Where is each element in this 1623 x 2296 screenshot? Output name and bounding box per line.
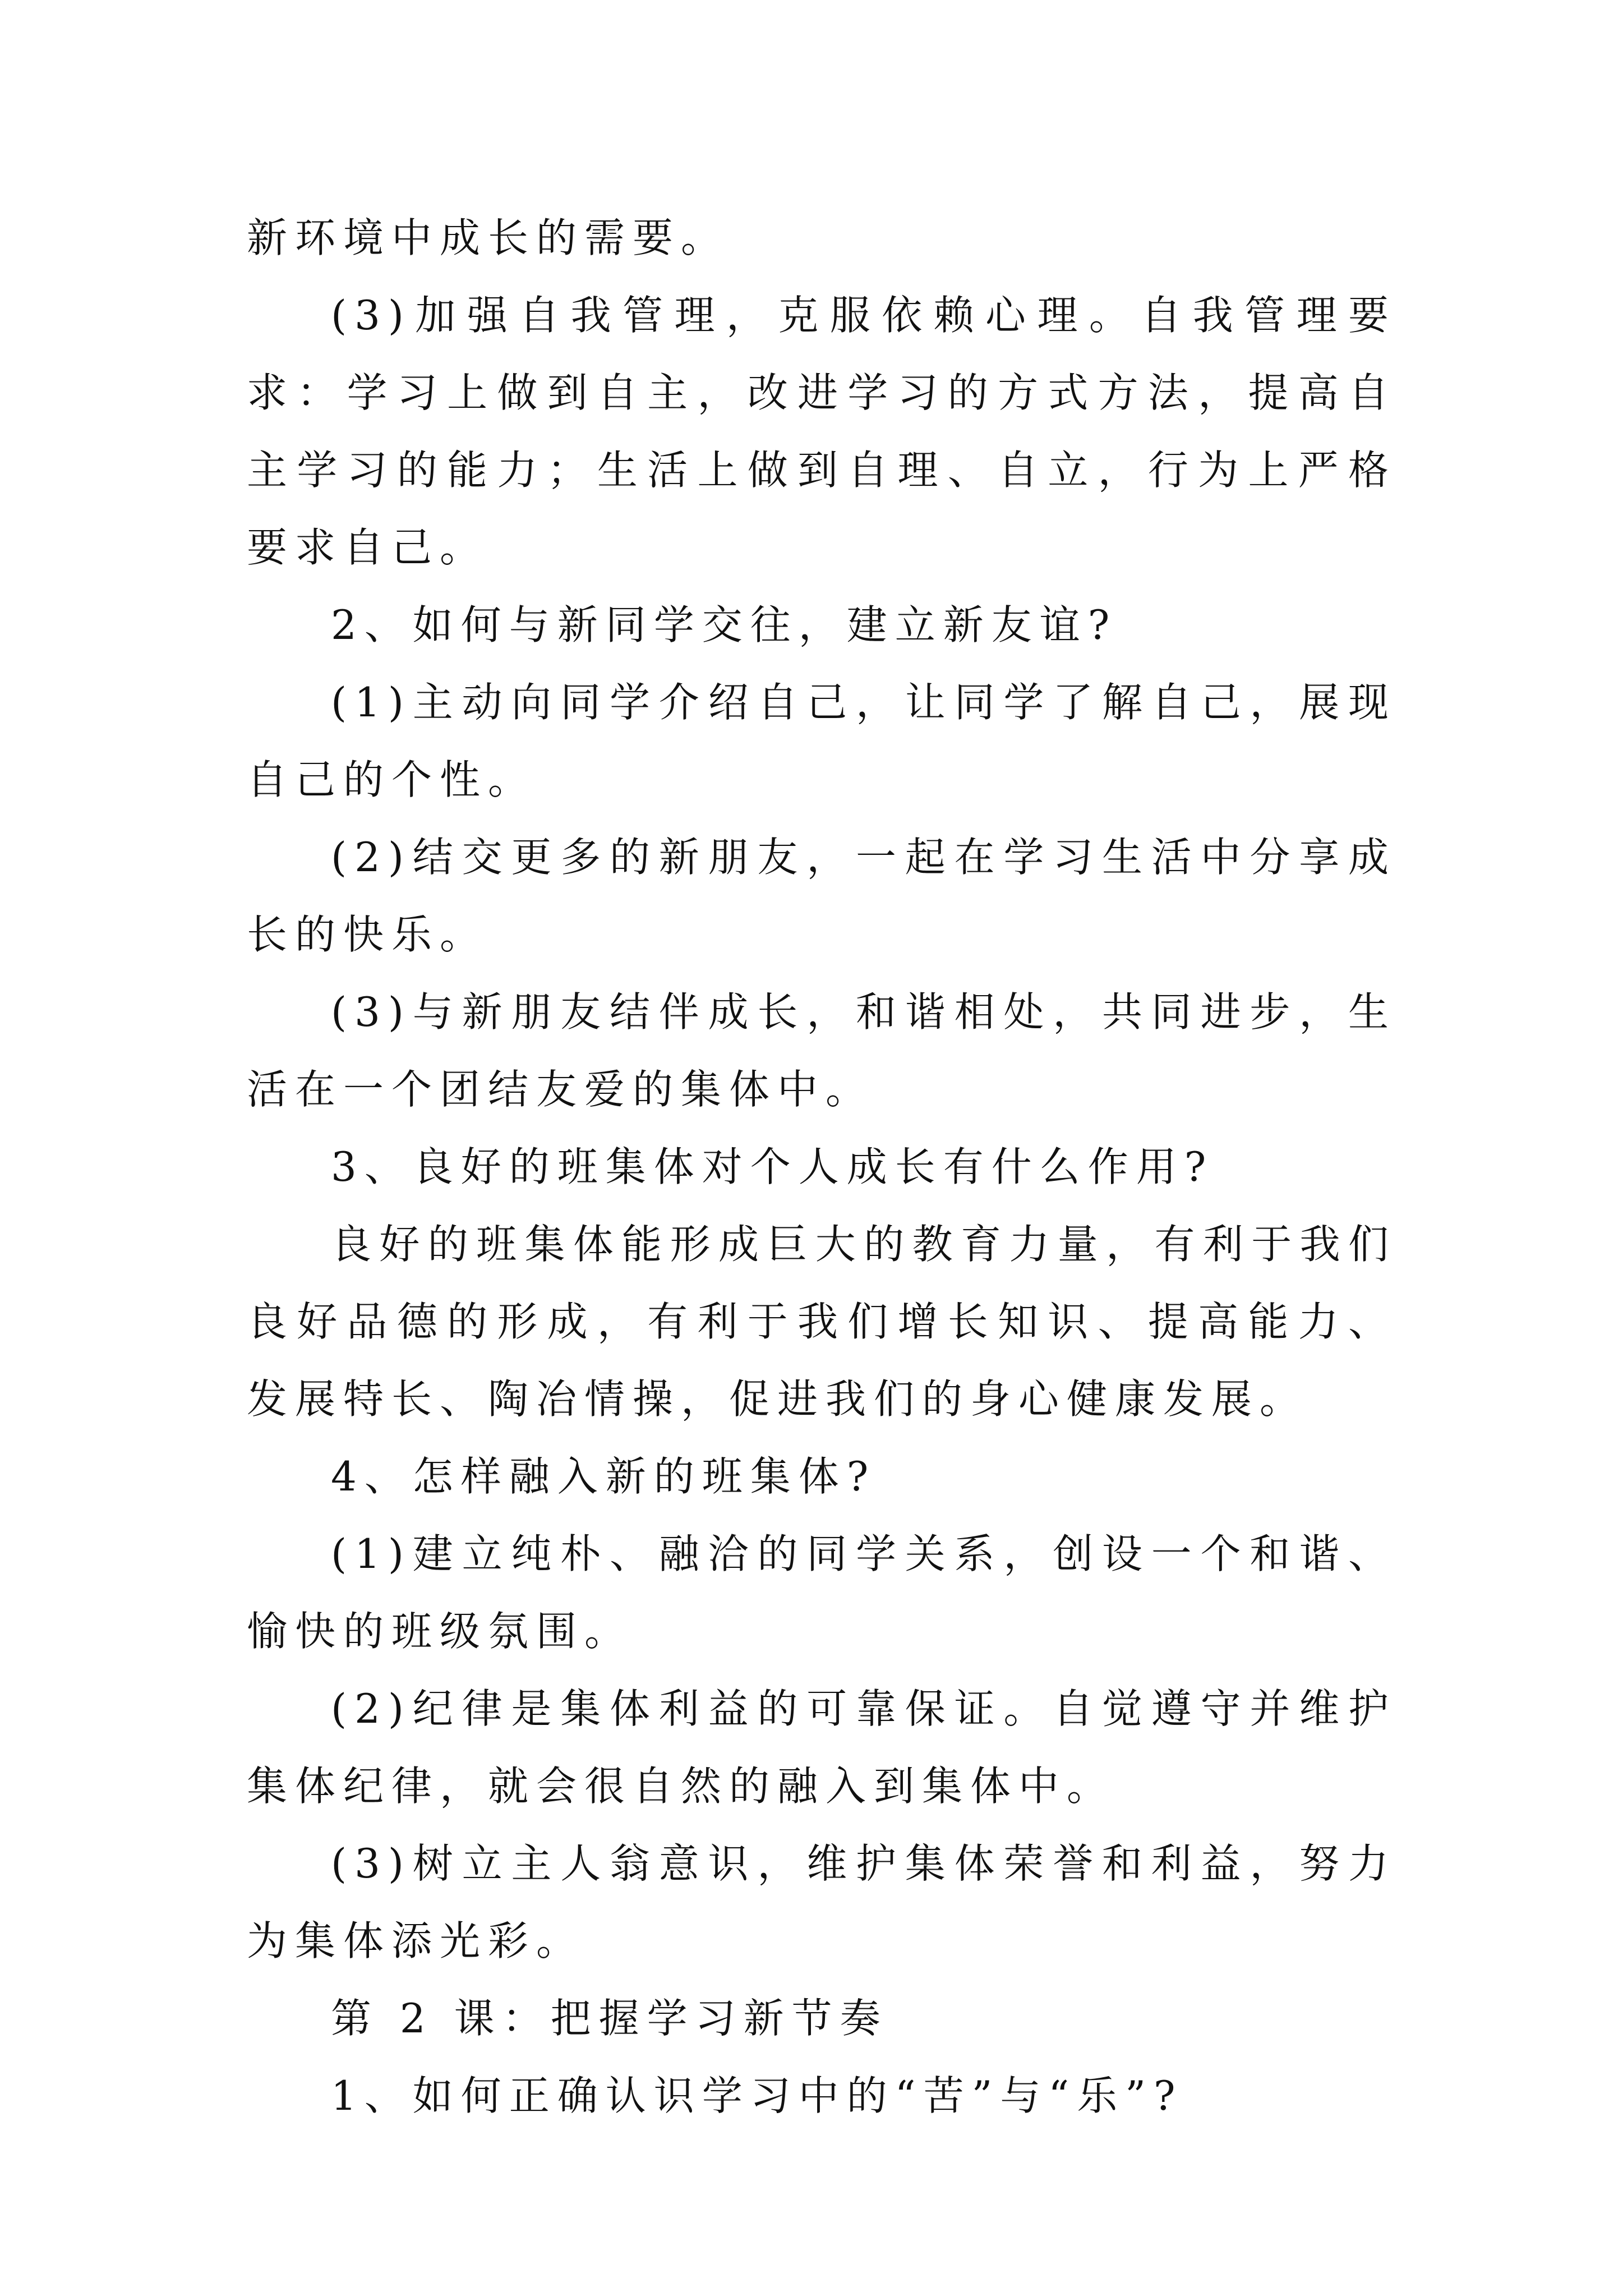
paragraph-grow-together: (3)与新朋友结伴成长，和谐相处，共同进步，生活在一个团结友爱的集体中。: [247, 988, 1396, 1113]
heading-lesson2-question-1: 1、如何正确认识学习中的“苦”与“乐”?: [331, 2072, 1183, 2119]
paragraph-discipline: (2)纪律是集体利益的可靠保证。自觉遵守并维护集体纪律，就会很自然的融入到集体中。: [247, 1685, 1396, 1810]
paragraph-relationships: (1)建立纯朴、融洽的同学关系，创设一个和谐、愉快的班级氛围。: [247, 1530, 1396, 1655]
paragraph-make-friends: (2)结交更多的新朋友，一起在学习生活中分享成长的快乐。: [247, 834, 1396, 958]
paragraph-ownership: (3)树立主人翁意识，维护集体荣誉和利益，努力为集体添光彩。: [247, 1840, 1396, 1964]
paragraph-class-collective: 良好的班集体能形成巨大的教育力量，有利于我们良好品德的形成，有利于我们增长知识、提高能力、发展特长、陶冶情操，促进我们的身心健康发展。: [247, 1221, 1396, 1423]
lesson-title: 第 2 课：把握学习新节奏: [331, 1995, 888, 2042]
heading-question-4: 4、怎样融入新的班集体?: [331, 1453, 877, 1500]
document-body: [247, 199, 1396, 2134]
paragraph-continuation: 新环境中成长的需要。: [247, 214, 730, 261]
heading-question-3: 3、良好的班集体对个人成长有什么作用?: [331, 1143, 1214, 1190]
heading-question-2: 2、如何与新同学交往，建立新友谊?: [331, 601, 1118, 648]
paragraph-self-management: (3)加强自我管理，克服依赖心理。自我管理要求：学习上做到自主，改进学习的方式方法，提高自主学习的能力；生活上做到自理、自立，行为上严格要求自己。: [247, 292, 1396, 571]
paragraph-introduce-self: (1)主动向同学介绍自己，让同学了解自己，展现自己的个性。: [247, 679, 1396, 803]
